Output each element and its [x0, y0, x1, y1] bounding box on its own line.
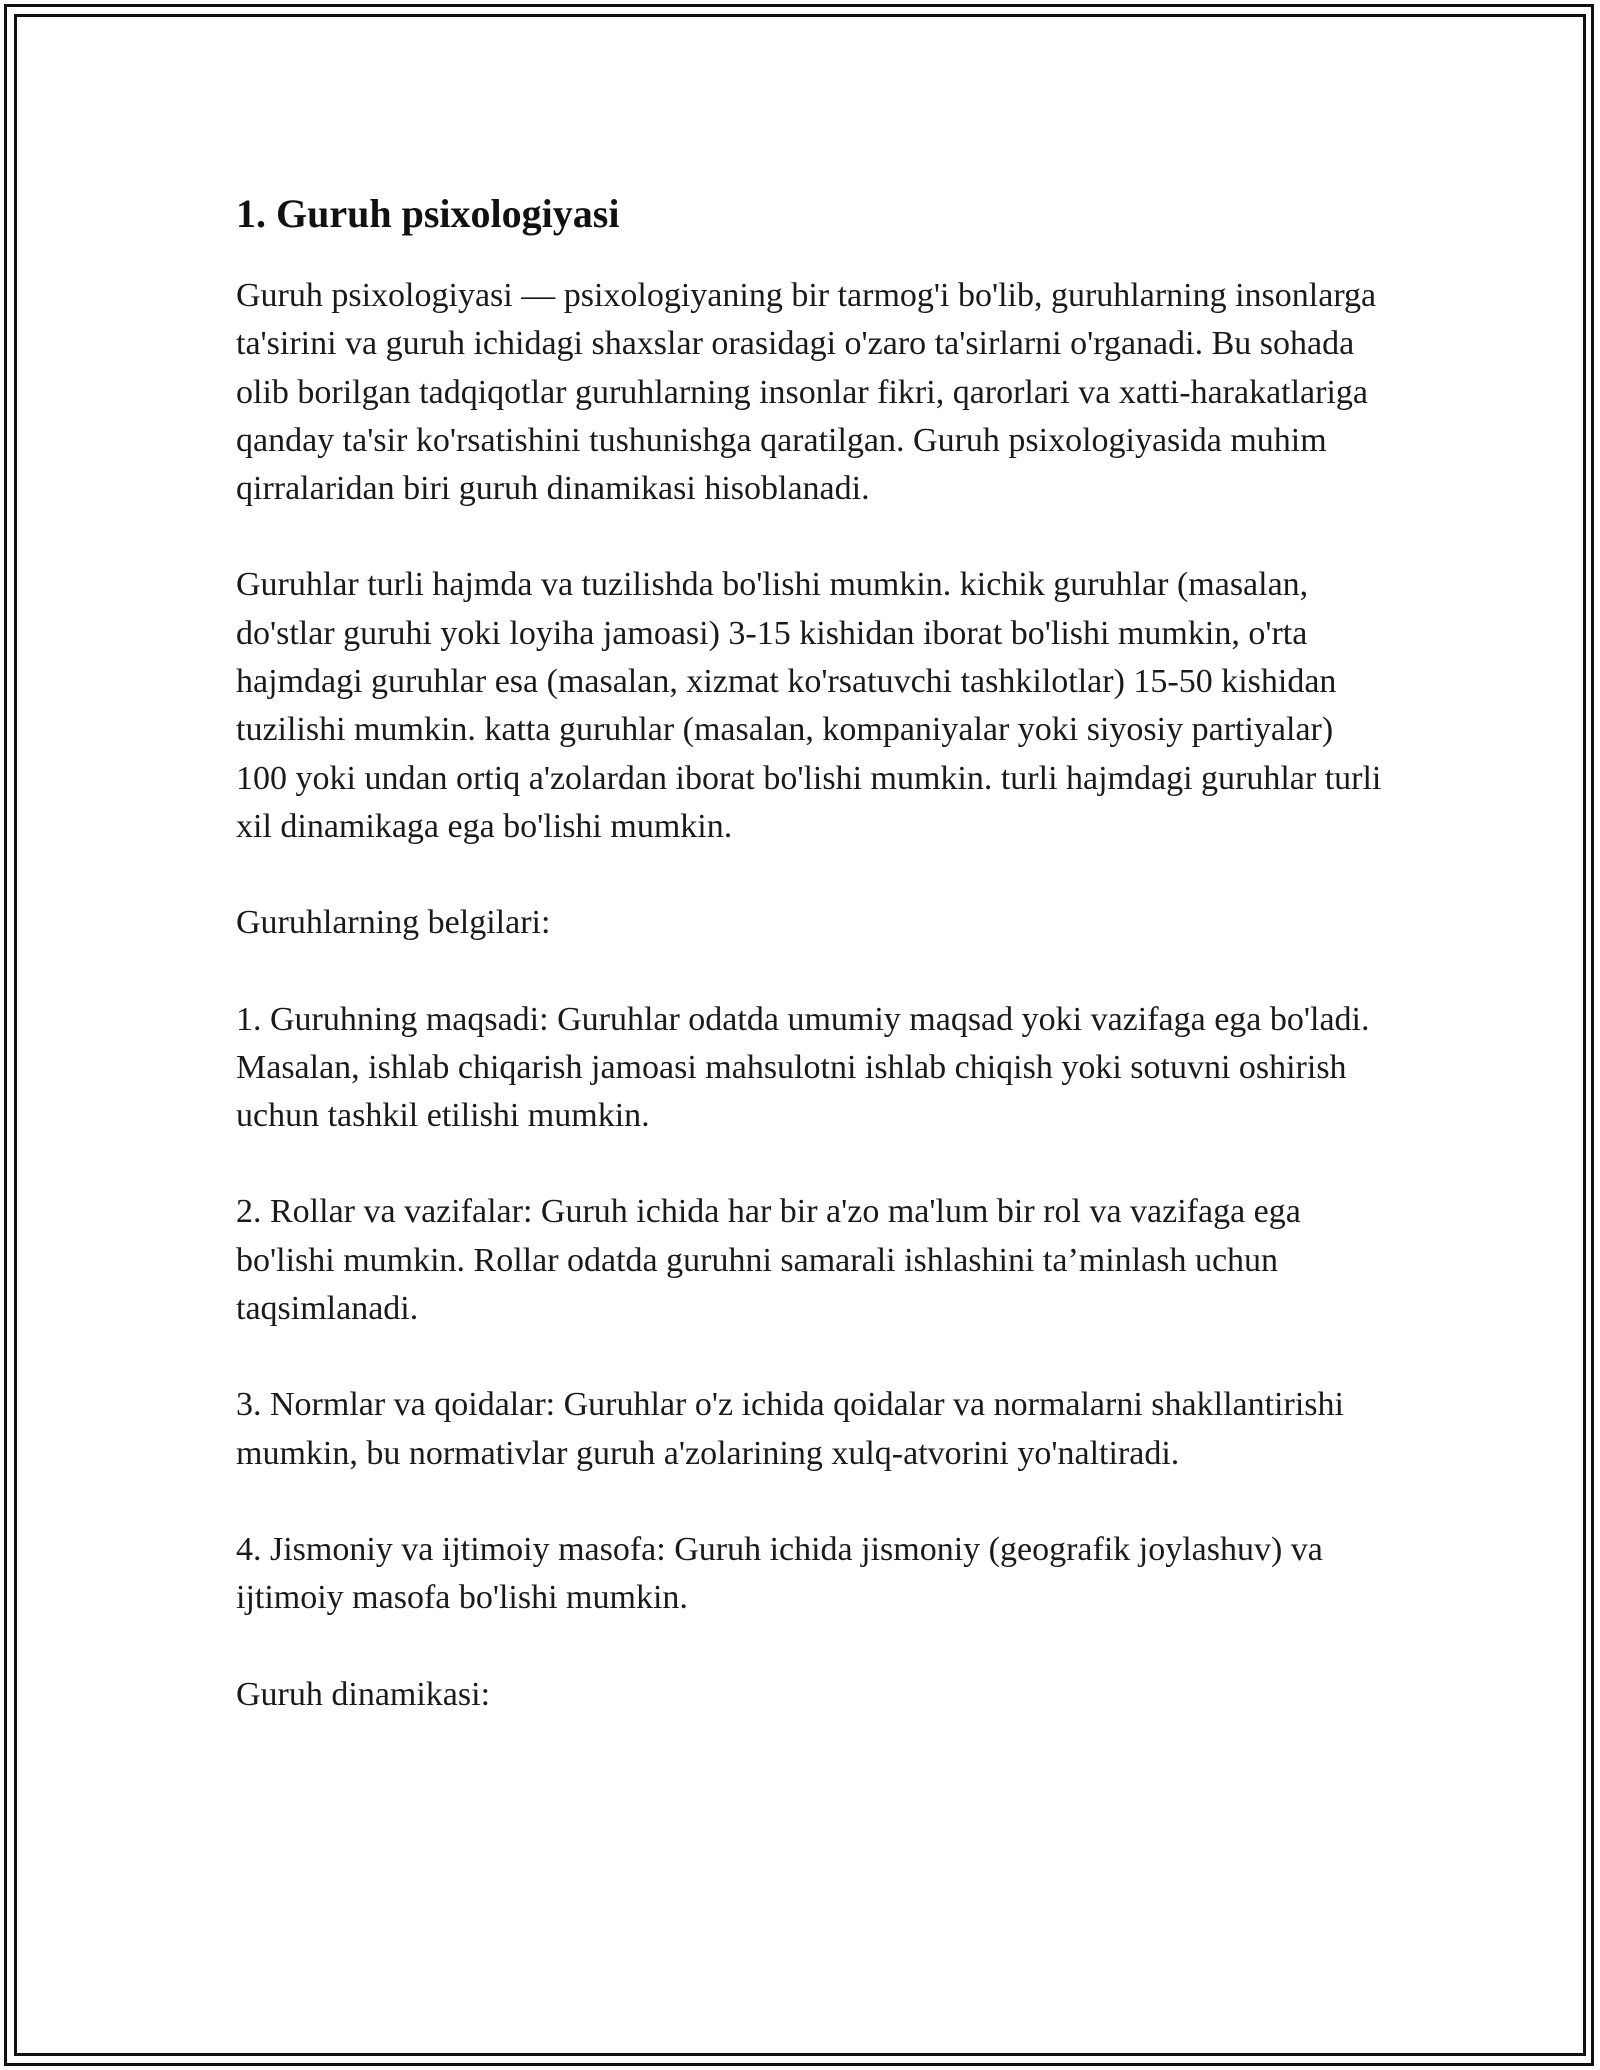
document-body [236, 186, 1386, 1767]
paragraph-features-heading: Guruhlarning belgilari: [236, 904, 551, 942]
paragraph-feature-roles: 2. Rollar va vazifalar: Guruh ichida har bir a'zo ma'lum bir rol va vazifaga ega bo'lishi mumkin. Rollar odatda guruhni samarali ishlashini ta’minlash uchun taqsimlanadi. [236, 1193, 1301, 1328]
paragraph-feature-norms: 3. Normlar va qoidalar: Guruhlar o'z ichida qoidalar va normalarni shakllantirishi mumkin, bu normativlar guruh a'zolarining xulq-atvorini yo'naltiradi. [236, 1386, 1344, 1472]
section-title: 1. Guruh psixologiyasi [236, 191, 620, 236]
paragraph-feature-goal: 1. Guruhning maqsadi: Guruhlar odatda umumiy maqsad yoki vazifaga ega bo'ladi. Masalan, ishlab chiqarish jamoasi mahsulotni ishlab chiqish yoki sotuvni oshirish uchun tashkil etilishi mumkin. [236, 1000, 1370, 1135]
paragraph-group-sizes: Guruhlar turli hajmda va tuzilishda bo'lishi mumkin. kichik guruhlar (masalan, do'stlar guruhi yoki loyiha jamoasi) 3-15 kishidan iborat bo'lishi mumkin, o'rta hajmdagi guruhlar esa (masalan, xizmat ko'rsatuvchi tashkilotlar) 15-50 kishidan tuzilishi mumkin. katta guruhlar (masalan, kompaniyalar yoki siyosiy partiyalar) 100 yoki undan ortiq a'zolardan iborat bo'lishi mumkin. turli hajmdagi guruhlar turli xil dinamikaga ega bo'lishi mumkin. [236, 566, 1382, 845]
paragraph-intro: Guruh psixologiyasi — psixologiyaning bir tarmog'i bo'lib, guruhlarning insonlarga ta'sirini va guruh ichidagi shaxslar orasidagi o'zaro ta'sirlarni o'rganadi. Bu sohada olib borilgan tadqiqotlar guruhlarning insonlar fikri, qarorlari va xatti-harakatlariga qanday ta'sir ko'rsatishini tushunishga qaratilgan. Guruh psixologiyasida muhim qirralaridan biri guruh dinamikasi hisoblanadi. [236, 277, 1377, 508]
paragraph-feature-distance: 4. Jismoniy va ijtimoiy masofa: Guruh ichida jismoniy (geografik joylashuv) va ijtimoiy masofa bo'lishi mumkin. [236, 1530, 1323, 1617]
paragraph-dynamics-heading: Guruh dinamikasi: [236, 1675, 491, 1713]
